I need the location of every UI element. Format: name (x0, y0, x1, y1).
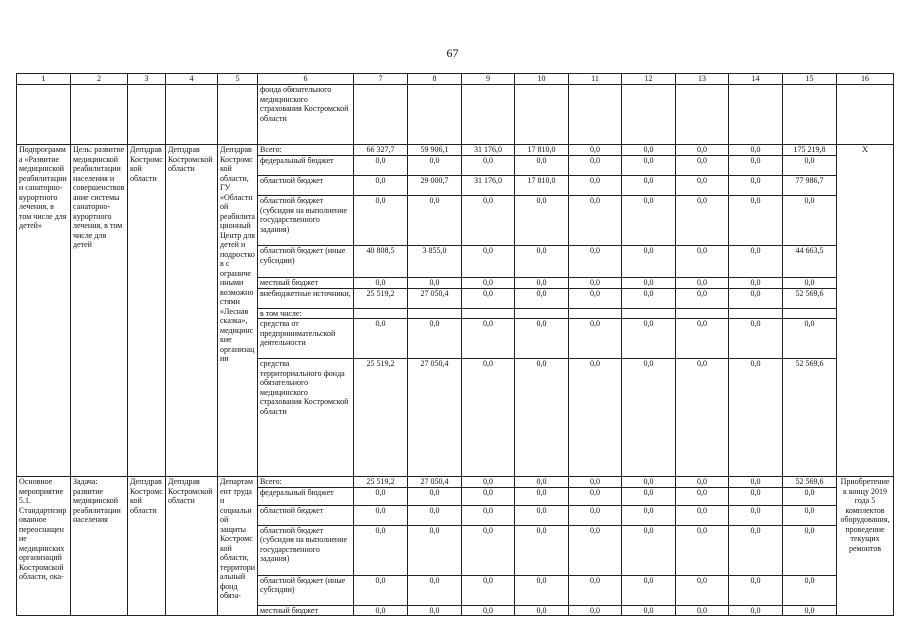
block-c5-cell (218, 85, 258, 145)
value-cell (622, 85, 676, 145)
column-header: 1 (17, 74, 71, 85)
value-cell: 0,0 (622, 575, 676, 605)
block-c1-cell (17, 85, 71, 145)
column-header: 6 (258, 74, 354, 85)
value-cell: 0,0 (729, 278, 783, 289)
value-cell: 0,0 (783, 278, 837, 289)
table-row (17, 145, 894, 156)
value-cell: 0,0 (622, 505, 676, 525)
value-cell: 77 986,7 (783, 176, 837, 196)
value-cell: 0,0 (515, 278, 569, 289)
value-cell: 0,0 (622, 145, 676, 156)
value-cell: 0,0 (729, 575, 783, 605)
block-c2-cell: Задача: развитие медицинской реабилитации населения (71, 477, 128, 616)
block-result-cell: Х (837, 145, 894, 477)
value-cell: 0,0 (676, 477, 729, 488)
table-row (17, 477, 894, 488)
block-result-cell: Приобретение к концу 2019 года 5 комплектов оборудования, проведение текущих ремонтов (837, 477, 894, 616)
funding-source-cell: в том числе: (258, 308, 354, 319)
funding-source-cell: фонда обязательного медицинского страхования Костромской области (258, 85, 354, 145)
value-cell: 0,0 (462, 505, 515, 525)
column-header: 4 (166, 74, 218, 85)
funding-source-cell: внебюджетные источники, (258, 288, 354, 308)
value-cell (408, 85, 462, 145)
value-cell: 0,0 (354, 575, 408, 605)
value-cell: 0,0 (569, 176, 622, 196)
value-cell: 0,0 (676, 246, 729, 278)
value-cell: 0,0 (462, 605, 515, 616)
block-c2-cell: Цель: развитие медицинской реабилитации населения и совершенствование системы санаторно-курортного лечения, в том числе для детей (71, 145, 128, 477)
value-cell: 0,0 (729, 176, 783, 196)
funding-source-cell: областной бюджет (иные субсидии) (258, 246, 354, 278)
value-cell: 0,0 (729, 487, 783, 505)
value-cell: 0,0 (729, 525, 783, 575)
value-cell: 0,0 (622, 359, 676, 477)
block-c4-cell: Депздрав Костромской области (166, 145, 218, 477)
value-cell: 0,0 (729, 319, 783, 359)
value-cell (569, 308, 622, 319)
value-cell: 17 810,0 (515, 176, 569, 196)
funding-source-cell: областной бюджет (субсидия на выполнение государственного задания) (258, 525, 354, 575)
value-cell: 0,0 (354, 278, 408, 289)
funding-source-cell: Всего: (258, 477, 354, 488)
value-cell: 0,0 (354, 176, 408, 196)
funding-source-cell: федеральный бюджет (258, 487, 354, 505)
value-cell: 0,0 (462, 156, 515, 176)
column-header: 8 (408, 74, 462, 85)
column-header: 14 (729, 74, 783, 85)
value-cell: 0,0 (622, 605, 676, 616)
value-cell (729, 308, 783, 319)
value-cell (783, 308, 837, 319)
value-cell: 0,0 (515, 196, 569, 246)
value-cell: 0,0 (408, 605, 462, 616)
value-cell: 0,0 (676, 487, 729, 505)
value-cell: 0,0 (354, 196, 408, 246)
value-cell: 0,0 (622, 319, 676, 359)
value-cell: 0,0 (622, 487, 676, 505)
value-cell: 0,0 (729, 145, 783, 156)
value-cell: 0,0 (569, 156, 622, 176)
value-cell: 0,0 (569, 319, 622, 359)
value-cell: 52 569,6 (783, 477, 837, 488)
value-cell: 0,0 (729, 246, 783, 278)
value-cell: 0,0 (354, 605, 408, 616)
value-cell: 0,0 (462, 246, 515, 278)
value-cell: 0,0 (783, 319, 837, 359)
value-cell: 0,0 (783, 575, 837, 605)
value-cell: 0,0 (569, 575, 622, 605)
value-cell: 0,0 (569, 278, 622, 289)
value-cell: 0,0 (515, 359, 569, 477)
block-c4-cell: Депздрав Костромской области (166, 477, 218, 616)
value-cell (408, 308, 462, 319)
value-cell: 0,0 (462, 359, 515, 477)
value-cell: 31 176,0 (462, 176, 515, 196)
block-c3-cell: Депздрав Костромской области (128, 145, 166, 477)
value-cell (729, 85, 783, 145)
funding-source-cell: федеральный бюджет (258, 156, 354, 176)
value-cell: 0,0 (408, 487, 462, 505)
value-cell: 0,0 (354, 505, 408, 525)
value-cell (462, 85, 515, 145)
value-cell: 0,0 (622, 196, 676, 246)
block-c4-cell (166, 85, 218, 145)
funding-source-cell: областной бюджет (субсидия на выполнение государственного задания) (258, 196, 354, 246)
value-cell: 0,0 (676, 176, 729, 196)
column-header: 3 (128, 74, 166, 85)
block-c1-cell: Подпрограмма «Развитие медицинской реабилитации и санаторно-курортного лечения, в том числе для детей» (17, 145, 71, 477)
column-header: 11 (569, 74, 622, 85)
column-header: 5 (218, 74, 258, 85)
value-cell: 59 906,1 (408, 145, 462, 156)
value-cell: 0,0 (462, 525, 515, 575)
value-cell: 0,0 (569, 288, 622, 308)
value-cell: 0,0 (622, 288, 676, 308)
column-header: 7 (354, 74, 408, 85)
value-cell: 0,0 (569, 605, 622, 616)
value-cell: 0,0 (783, 487, 837, 505)
value-cell: 0,0 (676, 288, 729, 308)
value-cell (569, 85, 622, 145)
block-c1-cell: Основное мероприятие 5.1. Стандартизированное переоснащение медицинских организаций Костромской области, ока- (17, 477, 71, 616)
value-cell (354, 85, 408, 145)
value-cell: 0,0 (622, 477, 676, 488)
value-cell: 0,0 (462, 319, 515, 359)
page-number: 67 (446, 46, 459, 60)
value-cell: 52 569,6 (783, 288, 837, 308)
value-cell: 0,0 (569, 505, 622, 525)
column-header: 9 (462, 74, 515, 85)
value-cell: 0,0 (408, 505, 462, 525)
column-header: 10 (515, 74, 569, 85)
value-cell: 0,0 (676, 319, 729, 359)
value-cell: 0,0 (408, 525, 462, 575)
value-cell: 25 519,2 (354, 477, 408, 488)
value-cell: 0,0 (515, 505, 569, 525)
value-cell: 0,0 (783, 605, 837, 616)
value-cell: 0,0 (676, 278, 729, 289)
funding-source-cell: средства территориального фонда обязательного медицинского страхования Костромской области (258, 359, 354, 477)
value-cell: 0,0 (354, 487, 408, 505)
value-cell: 27 050,4 (408, 288, 462, 308)
value-cell (622, 308, 676, 319)
value-cell: 0,0 (622, 278, 676, 289)
column-header: 2 (71, 74, 128, 85)
value-cell: 17 810,0 (515, 145, 569, 156)
column-header: 13 (676, 74, 729, 85)
funding-source-cell: областной бюджет (258, 176, 354, 196)
value-cell: 0,0 (676, 196, 729, 246)
block-result-cell (837, 85, 894, 145)
table-row (17, 85, 894, 145)
value-cell: 27 050,4 (408, 477, 462, 488)
value-cell: 0,0 (729, 605, 783, 616)
block-c3-cell: Депздрав Костромской области (128, 477, 166, 616)
value-cell: 0,0 (729, 196, 783, 246)
value-cell: 0,0 (729, 505, 783, 525)
funding-source-cell: местный бюджет (258, 278, 354, 289)
value-cell: 0,0 (515, 487, 569, 505)
value-cell: 0,0 (783, 505, 837, 525)
block-c5-cell: Депздрав Костромской области, ГУ «Областной реабилитационный Центр для детей и подростков с ограниченными возможностями «Лесная сказка», медицинские организации (218, 145, 258, 477)
value-cell: 0,0 (354, 319, 408, 359)
column-header: 16 (837, 74, 894, 85)
value-cell: 0,0 (569, 246, 622, 278)
funding-source-cell: средства от предпринимательской деятельности (258, 319, 354, 359)
value-cell: 66 327,7 (354, 145, 408, 156)
value-cell: 0,0 (408, 156, 462, 176)
value-cell: 0,0 (676, 145, 729, 156)
block-c5-cell: Департамент труда и социальной защиты Костромской области, территориальный фонд обяза- (218, 477, 258, 616)
value-cell: 0,0 (515, 156, 569, 176)
value-cell: 0,0 (515, 319, 569, 359)
value-cell: 52 569,6 (783, 359, 837, 477)
value-cell: 0,0 (783, 196, 837, 246)
value-cell: 0,0 (515, 477, 569, 488)
value-cell: 0,0 (515, 605, 569, 616)
value-cell: 0,0 (569, 525, 622, 575)
column-header: 12 (622, 74, 676, 85)
block-c3-cell (128, 85, 166, 145)
value-cell: 25 519,2 (354, 359, 408, 477)
value-cell (676, 308, 729, 319)
value-cell: 0,0 (622, 156, 676, 176)
value-cell: 0,0 (676, 575, 729, 605)
value-cell (783, 85, 837, 145)
value-cell: 29 000,7 (408, 176, 462, 196)
value-cell (354, 308, 408, 319)
value-cell: 0,0 (729, 477, 783, 488)
value-cell (462, 308, 515, 319)
value-cell: 0,0 (729, 156, 783, 176)
value-cell: 0,0 (462, 487, 515, 505)
funding-source-cell: областной бюджет (258, 505, 354, 525)
value-cell: 0,0 (622, 246, 676, 278)
value-cell: 0,0 (515, 575, 569, 605)
header-row (17, 74, 894, 85)
value-cell: 0,0 (462, 278, 515, 289)
value-cell: 0,0 (462, 477, 515, 488)
value-cell: 25 519,2 (354, 288, 408, 308)
value-cell: 0,0 (569, 477, 622, 488)
value-cell (676, 85, 729, 145)
value-cell: 0,0 (515, 246, 569, 278)
value-cell: 0,0 (354, 525, 408, 575)
value-cell: 40 808,5 (354, 246, 408, 278)
value-cell: 0,0 (676, 505, 729, 525)
value-cell: 0,0 (783, 525, 837, 575)
funding-source-cell: Всего: (258, 145, 354, 156)
value-cell: 0,0 (515, 525, 569, 575)
value-cell: 31 176,0 (462, 145, 515, 156)
value-cell (515, 308, 569, 319)
value-cell: 0,0 (729, 288, 783, 308)
value-cell: 44 663,5 (783, 246, 837, 278)
value-cell: 0,0 (729, 359, 783, 477)
value-cell: 0,0 (408, 278, 462, 289)
budget-table (16, 73, 894, 616)
value-cell: 0,0 (408, 575, 462, 605)
column-header: 15 (783, 74, 837, 85)
value-cell: 0,0 (408, 196, 462, 246)
value-cell: 0,0 (622, 176, 676, 196)
value-cell: 0,0 (622, 525, 676, 575)
value-cell: 0,0 (569, 145, 622, 156)
value-cell: 0,0 (569, 196, 622, 246)
value-cell: 0,0 (354, 156, 408, 176)
value-cell: 0,0 (676, 605, 729, 616)
value-cell: 0,0 (462, 196, 515, 246)
value-cell: 0,0 (676, 359, 729, 477)
funding-source-cell: местный бюджет (258, 605, 354, 616)
value-cell: 3 855,0 (408, 246, 462, 278)
value-cell (515, 85, 569, 145)
value-cell: 0,0 (569, 487, 622, 505)
block-c2-cell (71, 85, 128, 145)
value-cell: 0,0 (515, 288, 569, 308)
value-cell: 175 219,8 (783, 145, 837, 156)
value-cell: 0,0 (462, 575, 515, 605)
value-cell: 0,0 (676, 525, 729, 575)
value-cell: 0,0 (676, 156, 729, 176)
funding-source-cell: областной бюджет (иные субсидии) (258, 575, 354, 605)
value-cell: 0,0 (569, 359, 622, 477)
value-cell: 0,0 (783, 156, 837, 176)
value-cell: 0,0 (462, 288, 515, 308)
value-cell: 27 050,4 (408, 359, 462, 477)
value-cell: 0,0 (408, 319, 462, 359)
